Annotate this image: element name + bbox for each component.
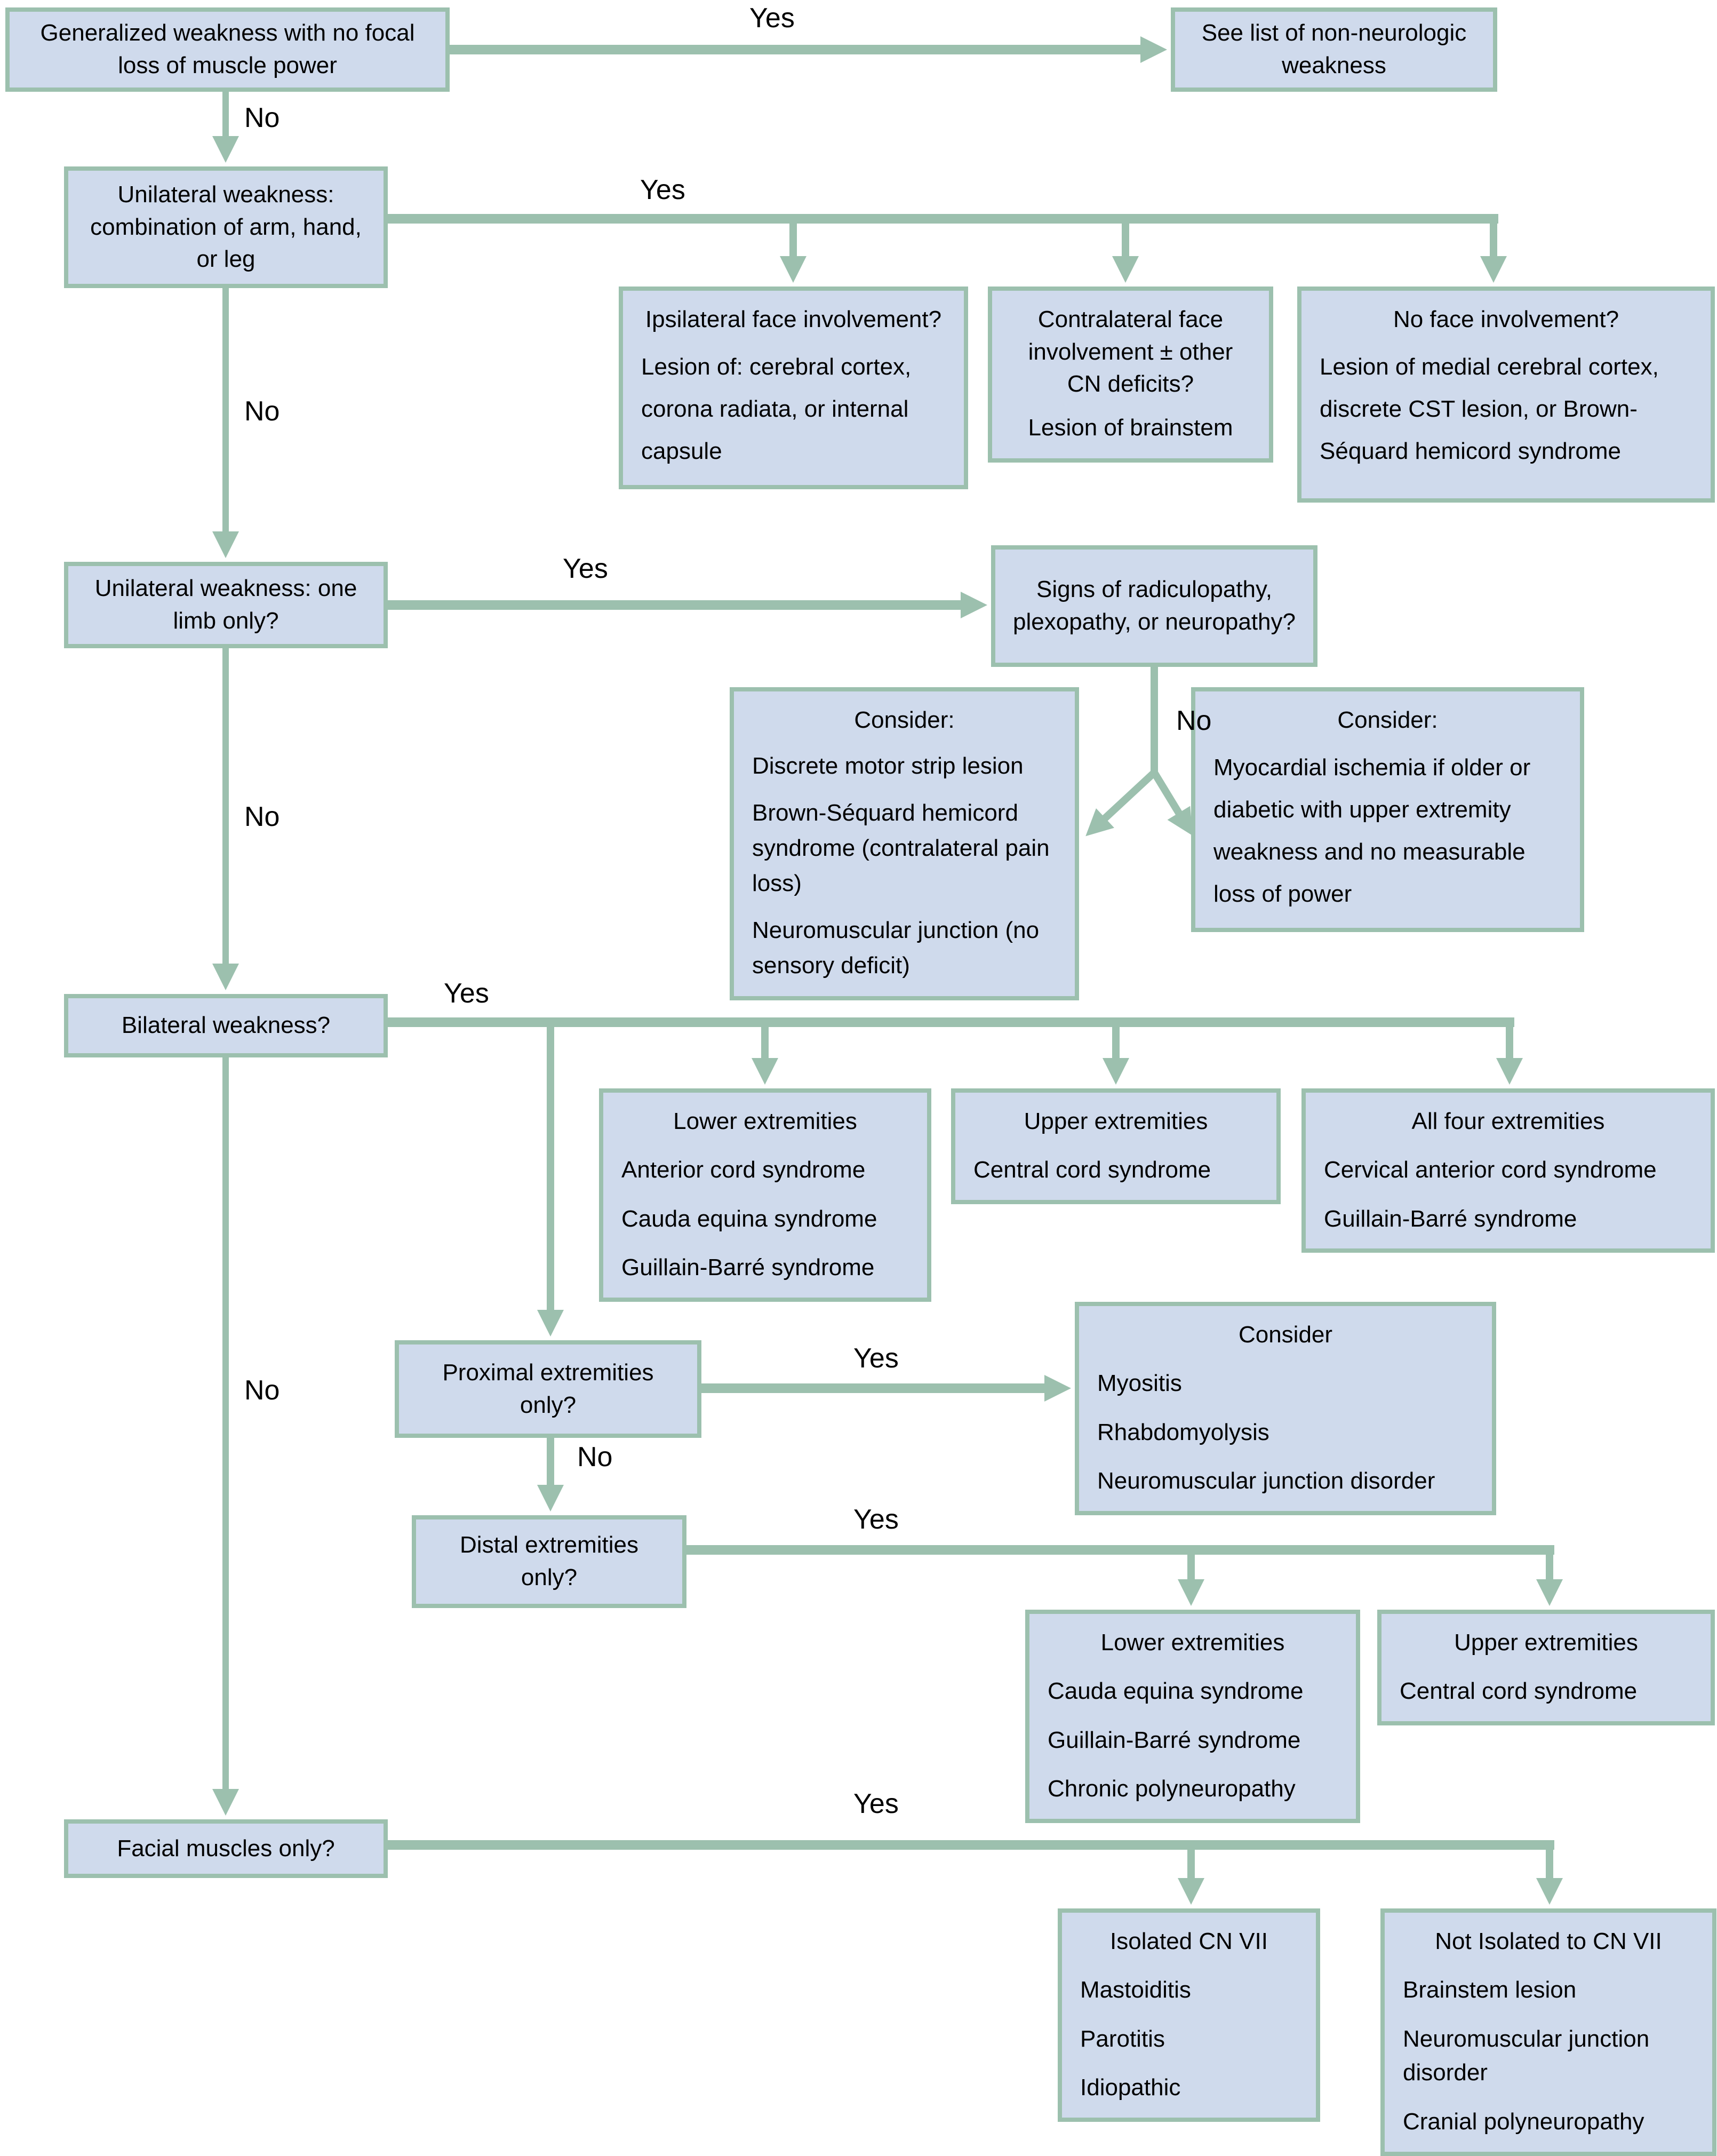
node-item: Myositis [1097,1370,1182,1396]
node-title: No face involvement? [1393,306,1619,332]
node-item: Cauda equina syndrome [1048,1677,1304,1704]
edge-label-yes: Yes [853,1788,899,1819]
node-ipsilateral-face-involvement [619,287,968,489]
node-title: See list of non-neurologic weakness [1201,20,1467,78]
node-item: Parotitis [1080,2025,1165,2052]
node-see-list-non-neurologic [1171,7,1497,92]
node-isolated-cn-vii [1058,1908,1320,2122]
node-not-isolated-to-cn-vii [1380,1908,1716,2156]
node-title: Unilateral weakness: one limb only? [94,575,357,634]
node-body: Lesion of brainstem [1028,415,1233,441]
edge-label-yes: Yes [563,553,608,584]
node-title: All four extremities [1411,1108,1605,1134]
node-lower-extremities-distal [1025,1610,1360,1823]
node-item: Cranial polyneuropathy [1403,2109,1644,2135]
node-item: Cervical anterior cord syndrome [1324,1156,1657,1183]
connector-fork-right [1154,773,1180,815]
node-item: Anterior cord syndrome [621,1156,866,1183]
node-body: Myocardial ischemia if older or diabetic with upper extremity weakness and no measurable loss of power [1213,754,1531,908]
node-lower-extremities-bilateral [599,1088,931,1302]
node-title: Proximal extremities only? [442,1359,654,1418]
node-all-four-extremities [1301,1088,1715,1253]
node-generalized-weakness [5,7,450,92]
node-item: Central cord syndrome [1400,1677,1638,1704]
node-item: Central cord syndrome [973,1156,1211,1183]
node-item: Chronic polyneuropathy [1048,1776,1296,1802]
node-item: Rhabdomyolysis [1097,1419,1269,1445]
node-title: Bilateral weakness? [121,1012,331,1039]
node-title: Facial muscles only? [117,1835,335,1861]
edge-label-yes: Yes [853,1343,899,1374]
node-title: Generalized weakness with no focal loss of muscle power [40,20,415,78]
node-item: Neuromuscular junction disorder [1097,1468,1435,1494]
node-title: Consider [1238,1322,1333,1348]
node-title: Distal extremities only? [460,1532,638,1590]
node-consider-motor-strip-lesion [730,687,1079,1000]
node-unilateral-weakness-one-limb [64,562,388,648]
node-item: Guillain-Barré syndrome [1048,1727,1301,1753]
node-title: Signs of radiculopathy, plexopathy, or neuropathy? [1013,576,1296,635]
node-facial-muscles-only [64,1819,388,1878]
node-upper-extremities-bilateral [951,1088,1281,1204]
node-title: Lower extremities [673,1108,857,1134]
node-item: Neuromuscular junction disorder [1403,2025,1650,2086]
node-contralateral-face-involvement [988,287,1273,463]
node-item: Brown-Séquard hemicord syndrome (contralateral pain loss) [752,799,1050,896]
node-title: Upper extremities [1454,1629,1638,1656]
node-item: Idiopathic [1080,2074,1181,2101]
node-item: Cauda equina syndrome [621,1205,877,1232]
edge-label-no: No [244,396,280,427]
node-title: Not Isolated to CN VII [1435,1928,1662,1954]
node-item: Brainstem lesion [1403,1976,1577,2003]
edge-label-yes: Yes [444,978,489,1009]
node-body: Lesion of: cerebral cortex, corona radiata, or internal capsule [641,353,912,465]
node-distal-extremities-only [412,1515,686,1608]
node-no-face-involvement [1297,287,1715,503]
node-item: Guillain-Barré syndrome [621,1254,875,1281]
node-upper-extremities-distal [1377,1610,1715,1725]
edge-label-yes: Yes [749,3,795,34]
node-title: Consider: [854,707,955,733]
node-unilateral-weakness-combination [64,166,388,288]
node-proximal-extremities-only [395,1340,701,1438]
node-signs-of-radiculopathy [991,545,1317,667]
node-bilateral-weakness [64,994,388,1057]
node-title: Unilateral weakness: combination of arm, hand, or leg [90,181,362,273]
edge-label-yes: Yes [853,1504,899,1535]
node-item: Neuromuscular junction (no sensory deficit) [752,917,1040,978]
edge-label-no: No [1176,705,1212,736]
edge-label-no: No [244,1375,280,1406]
connector-fork-left [1104,773,1154,820]
node-title: Contralateral face involvement ± other CN deficits? [1028,306,1233,397]
edge-label-no: No [577,1442,613,1473]
node-item: Guillain-Barré syndrome [1324,1205,1577,1232]
node-title: Ipsilateral face involvement? [645,306,942,332]
node-title: Consider: [1337,707,1438,733]
node-body: Lesion of medial cerebral cortex, discrete CST lesion, or Brown-Séquard hemicord syndrome [1320,353,1659,465]
edge-label-no: No [244,801,280,832]
node-consider-myocardial-ischemia [1191,687,1584,932]
edge-label-yes: Yes [640,174,685,205]
node-title: Isolated CN VII [1110,1928,1268,1954]
node-consider-myositis [1075,1302,1496,1515]
node-item: Mastoiditis [1080,1976,1191,2003]
edge-label-no: No [244,102,280,133]
node-item: Discrete motor strip lesion [752,752,1024,779]
node-title: Lower extremities [1100,1629,1285,1656]
node-title: Upper extremities [1024,1108,1208,1134]
